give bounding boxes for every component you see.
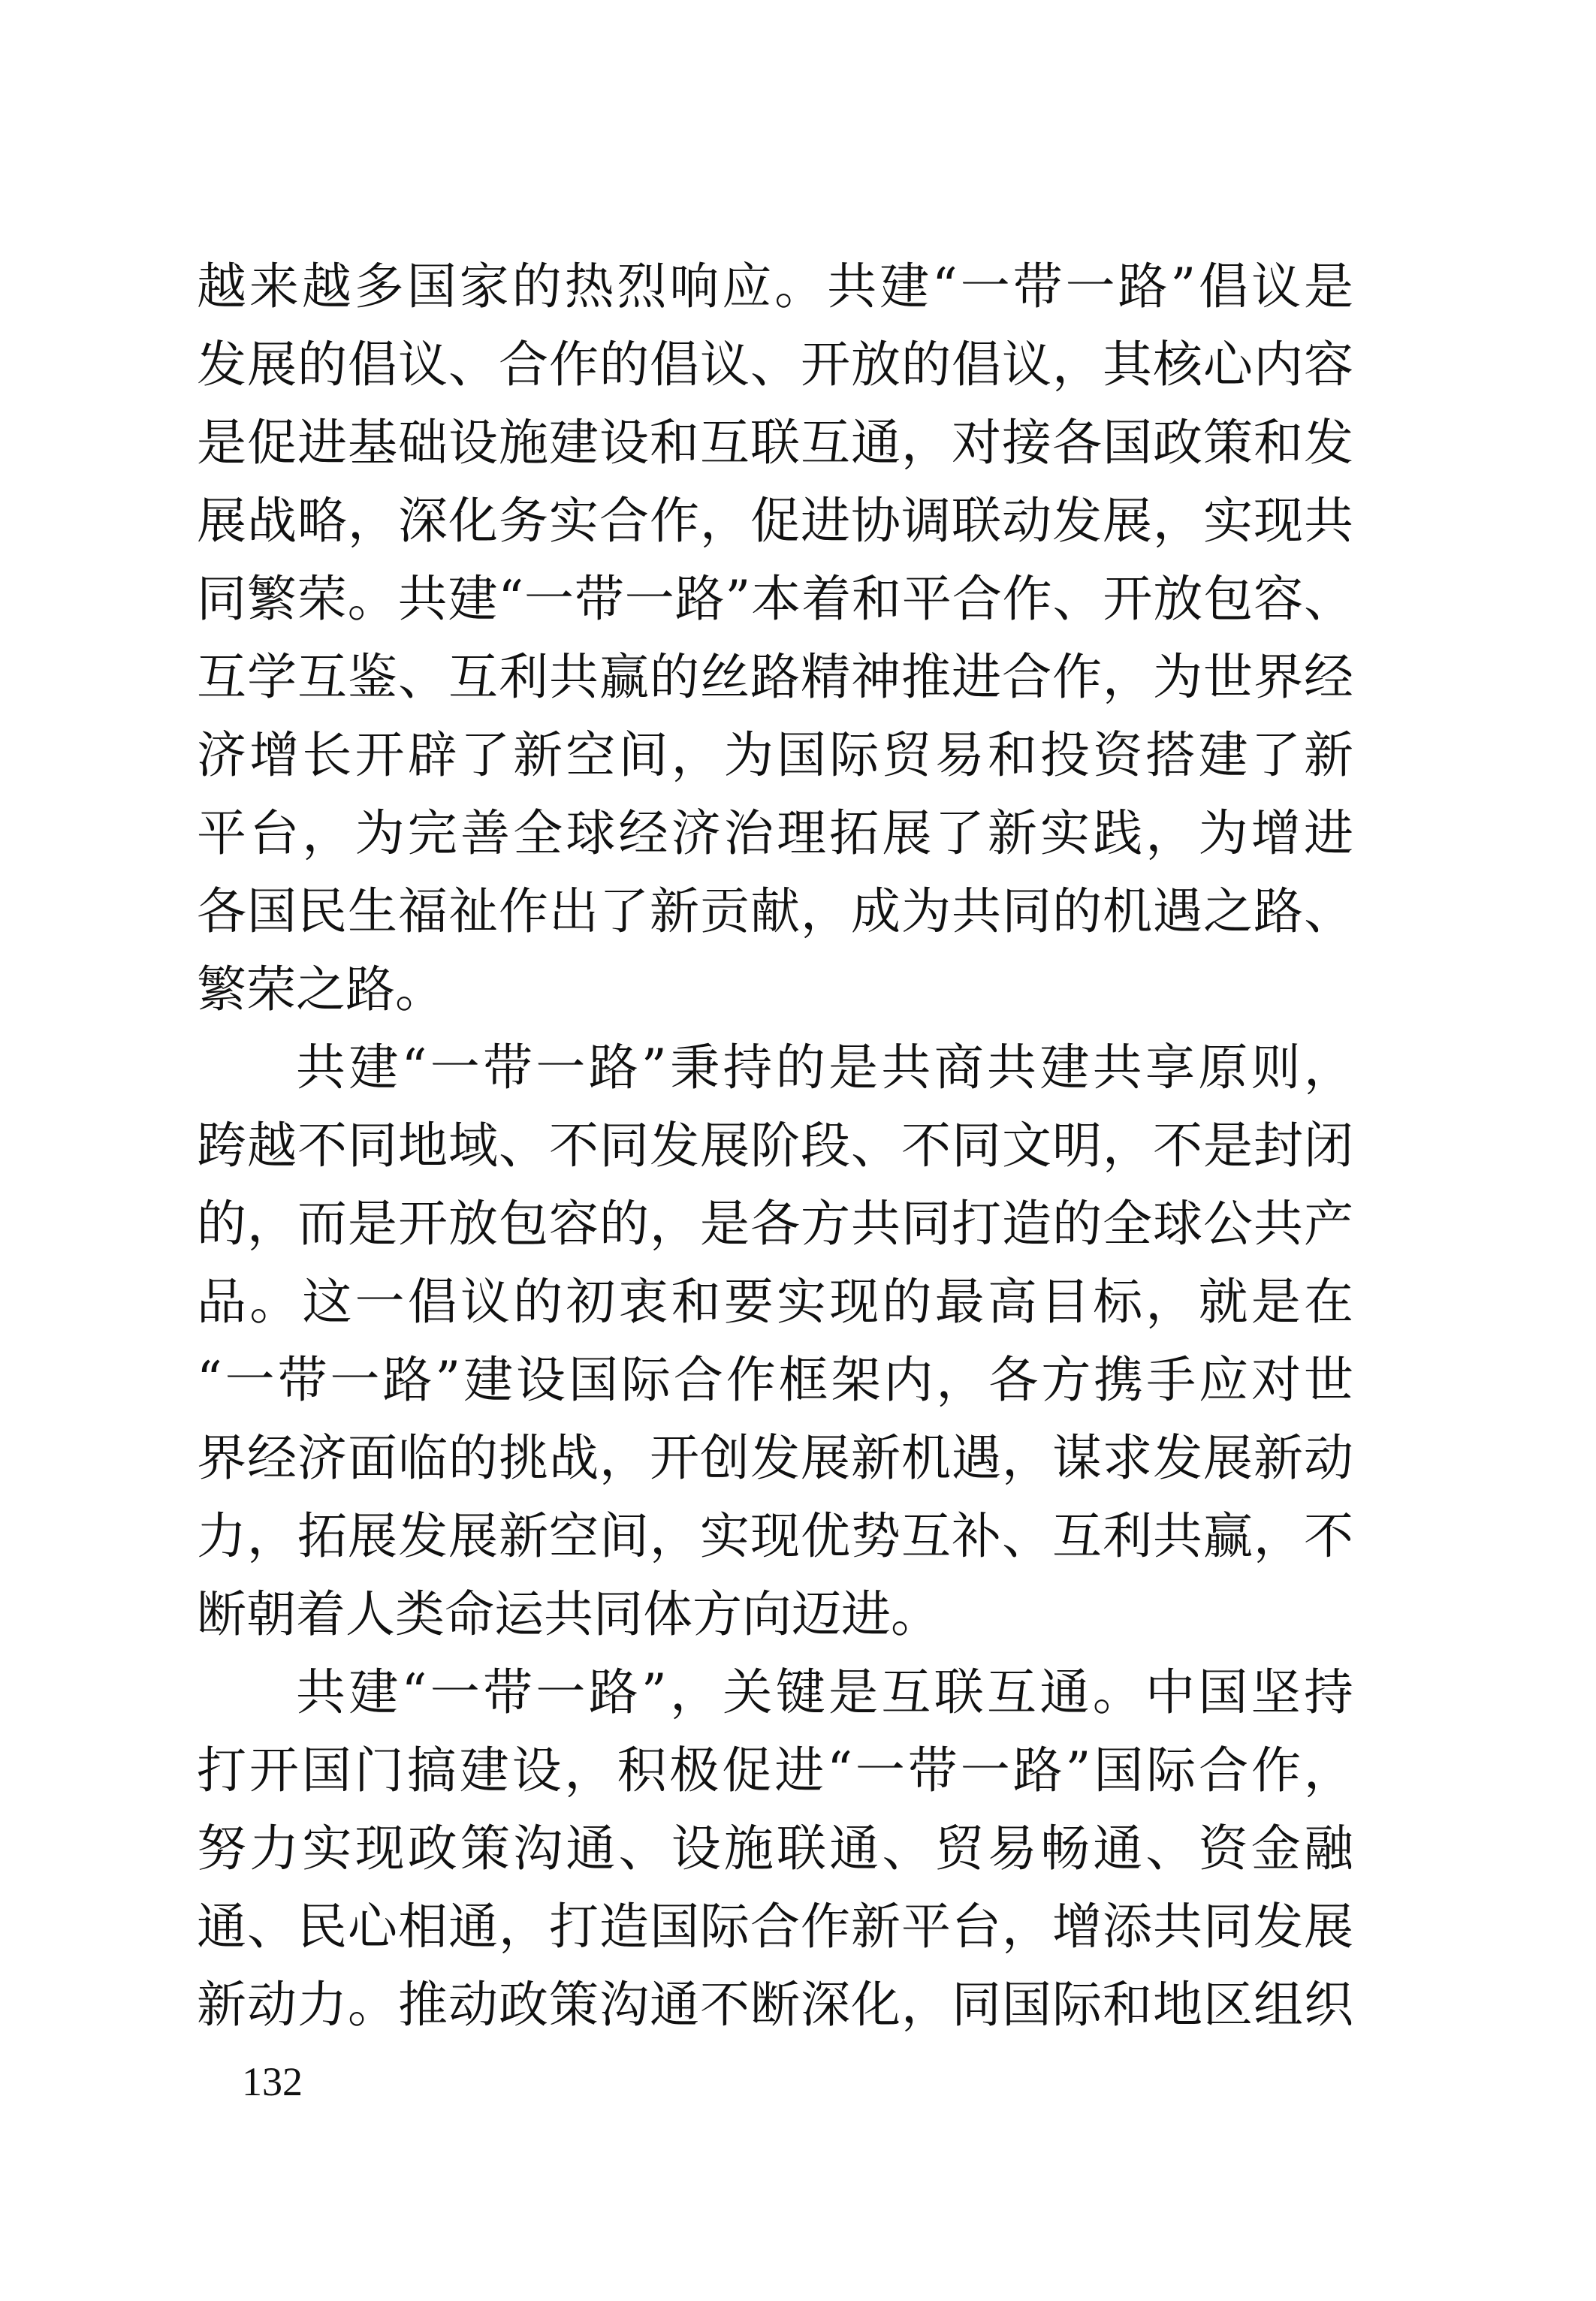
text-line: 互学互鉴、互利共赢的丝路精神推进合作，为世界经 (197, 648, 1353, 706)
text-line: 打开国门搞建设，积极促进“一带一路”国际合作， (197, 1742, 1353, 1799)
text-line: 展战略，深化务实合作，促进协调联动发展，实现共 (197, 492, 1353, 550)
text-line: 新动力。推动政策沟通不断深化，同国际和地区组织 (197, 1976, 1353, 2034)
text-line: 济增长开辟了新空间，为国际贸易和投资搭建了新 (197, 726, 1353, 784)
text-line: 的，而是开放包容的，是各方共同打造的全球公共产 (197, 1195, 1353, 1253)
page-number: 132 (242, 2059, 303, 2104)
paragraph-start-line: 共建“一带一路”，关键是互联互通。中国坚持 (296, 1663, 1353, 1721)
text-line: 品。这一倡议的初衷和要实现的最高目标，就是在 (197, 1273, 1353, 1331)
text-line: 努力实现政策沟通、设施联通、贸易畅通、资金融 (197, 1820, 1353, 1877)
text-line: 断朝着人类命运共同体方向迈进。 (197, 1585, 940, 1643)
text-line: 界经济面临的挑战，开创发展新机遇，谋求发展新动 (197, 1429, 1353, 1487)
text-line: 同繁荣。共建“一带一路”本着和平合作、开放包容、 (197, 570, 1353, 628)
text-line: 力，拓展发展新空间，实现优势互补、互利共赢，不 (197, 1507, 1353, 1565)
text-line: 各国民生福祉作出了新贡献，成为共同的机遇之路、 (197, 882, 1353, 940)
paragraph-start-line: 共建“一带一路”秉持的是共商共建共享原则， (296, 1039, 1353, 1096)
text-line: 繁荣之路。 (197, 961, 445, 1018)
text-line: 跨越不同地域、不同发展阶段、不同文明，不是封闭 (197, 1117, 1353, 1175)
text-line: 平台，为完善全球经济治理拓展了新实践，为增进 (197, 804, 1353, 862)
text-line: 是促进基础设施建设和互联互通，对接各国政策和发 (197, 414, 1353, 472)
text-line: “一带一路”建设国际合作框架内，各方携手应对世 (197, 1351, 1353, 1409)
text-line: 发展的倡议、合作的倡议、开放的倡议，其核心内容 (197, 336, 1353, 394)
text-line: 越来越多国家的热烈响应。共建“一带一路”倡议是 (197, 258, 1353, 315)
text-line: 通、民心相通，打造国际合作新平台，增添共同发展 (197, 1898, 1353, 1956)
body-text (197, 248, 1353, 2044)
